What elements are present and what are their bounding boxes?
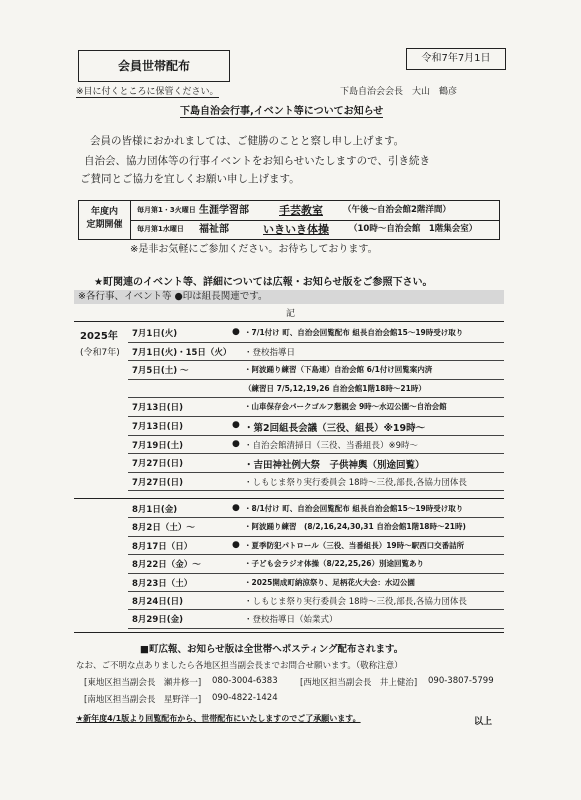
contact-south-area: [南地区担当副会長 星野洋一] xyxy=(84,695,202,705)
event-date: 7月1日(火) xyxy=(132,329,178,339)
row-divider xyxy=(128,472,504,473)
row-divider xyxy=(128,628,504,629)
event-text: ・自治会館清掃日（三役、当番組長）※9時～ xyxy=(244,440,419,451)
legend-bar: ※各行事、イベント等 ●印は組長関連です。 xyxy=(74,290,504,304)
regular-activity: 手芸教室 xyxy=(279,204,323,217)
event-text: ・阿波踊り練習 (8/2,16,24,30,31 自治会館1階18時～21時) xyxy=(244,522,466,532)
intro-line-3: ご賛同とご協力を宜しくお願い申し上げます。 xyxy=(80,173,300,185)
regular-detail: （10時～自治会館 1階集会室） xyxy=(349,224,478,234)
document-title-box: 会員世帯配布 xyxy=(78,50,230,82)
notice-heading: 下島自治会行事,イベント等についてお知らせ xyxy=(180,102,383,118)
regular-dept: 生涯学習部 xyxy=(199,205,249,216)
event-text: ・8/1付け 町、自治会回覧配布 組長自治会館15～19時受け取り xyxy=(244,504,464,513)
issue-date: 令和7年7月1日 xyxy=(406,48,506,70)
event-text: ・登校指導日 xyxy=(244,347,296,358)
regular-dept: 福祉部 xyxy=(199,224,229,235)
leader-mark-icon: ● xyxy=(232,438,240,449)
event-text: ・夏季防犯パトロール（三役、当番組長）19時～駅西口交番詰所 xyxy=(244,540,465,550)
event-date: 7月5日(土) ～ xyxy=(132,366,189,377)
event-date: 8月17日（日） xyxy=(132,541,193,552)
row-divider xyxy=(128,360,504,361)
event-text: （練習日 7/5,12,19,26 自治会館1階18時～21時） xyxy=(244,383,426,393)
event-date: 7月13日(日) xyxy=(132,422,184,432)
event-date: 7月19日(土) xyxy=(132,440,184,451)
regular-schedule-label xyxy=(79,201,131,239)
event-date: 7月1日(火)・15日（火） xyxy=(132,347,232,358)
event-text: ・しもじま祭り実行委員会 18時～三役,部長,各協力団体長 xyxy=(244,477,467,488)
event-text: ・吉田神社例大祭 子供神輿（別途回覧） xyxy=(244,460,425,472)
row-divider xyxy=(128,435,504,436)
intro-line-1: 会員の皆様におかれましては、ご健勝のことと察し申し上げます。 xyxy=(90,135,405,147)
event-date: 8月1日(金) xyxy=(132,505,178,515)
event-date: 8月23日（土） xyxy=(132,578,193,589)
town-events-note: ★町関連のイベント等、詳細については広報・お知らせ版をご参照下さい。 xyxy=(94,277,433,288)
row-divider xyxy=(128,591,504,592)
welcome-note: ※是非お気軽にご参加ください。お待ちしております。 xyxy=(130,244,378,255)
event-date: 8月2日（土）～ xyxy=(132,523,195,534)
storage-notice: ※目に付くところに保管ください。 xyxy=(76,84,219,98)
divider xyxy=(74,498,504,499)
year-label: 2025年 xyxy=(80,331,118,342)
posting-note: ■町広報、お知らせ版は全世帯へポスティング配布されます。 xyxy=(140,644,404,655)
leader-mark-icon: ● xyxy=(232,420,240,430)
event-date: 8月29日(金) xyxy=(132,615,184,626)
row-divider xyxy=(128,342,504,343)
event-date: 7月13日(日) xyxy=(132,403,184,414)
row-divider xyxy=(128,517,504,518)
row-divider xyxy=(128,416,504,417)
divider xyxy=(74,321,504,322)
event-text: ・山車保存会パークゴルフ懇親会 9時～水辺公園～自治会館 xyxy=(244,402,447,412)
closing-word: 以上 xyxy=(474,717,493,727)
leader-mark-icon: ● xyxy=(232,327,240,337)
author-line: 下島自治会会長 大山 鶴彦 xyxy=(340,87,458,97)
intro-line-2: 自治会、協力団体等の行事イベントをお知らせいたしますので、引き続き xyxy=(84,155,430,167)
regular-detail: （午後～自治会館2階洋間） xyxy=(343,205,451,215)
row-divider xyxy=(128,573,504,574)
event-text: ・2025開成町納涼祭り、足柄花火大会：水辺公園 xyxy=(244,577,415,587)
event-text: ・阿波踊り練習（下島連）自治会館 6/1付け回覧案内済 xyxy=(244,365,433,375)
row-divider xyxy=(128,536,504,537)
event-text: ・7/1付け 町、自治会回覧配布 組長自治会館15～19時受け取り xyxy=(244,328,464,337)
label-line-2: 定期開催 xyxy=(86,220,123,230)
leader-mark-icon: ● xyxy=(232,503,240,513)
contact-south-phone: 090-4822-1424 xyxy=(212,693,278,703)
event-date: 8月22日（金）～ xyxy=(132,560,201,571)
event-text: ・登校指導日（始業式） xyxy=(244,615,338,626)
regular-schedule-box xyxy=(78,200,500,240)
regular-activity: いきいき体操 xyxy=(263,223,329,236)
regular-day: 毎月第1・3火曜日 xyxy=(137,206,196,214)
contact-east-area: [東地区担当副会長 瀬井修一] xyxy=(84,678,202,688)
contact-west-area: [西地区担当副会長 井上健治] xyxy=(300,678,418,688)
event-text: ・しもじま祭り実行委員会 18時～三役,部長,各協力団体長 xyxy=(244,597,467,607)
row-divider xyxy=(128,554,504,555)
event-text: ・子ども会ラジオ体操（8/22,25,26）別途回覧あり xyxy=(244,559,424,569)
regular-row-exercise xyxy=(131,220,499,239)
contact-east-phone: 080-3004-6383 xyxy=(212,676,278,686)
inquiry-note: なお、ご不明な点ありましたら各地区担当副会長までお問合せ願います。（敬称注意） xyxy=(76,661,403,671)
label-line-1: 年度内 xyxy=(90,207,118,217)
divider xyxy=(74,632,504,633)
era-year-label: (令和7年) xyxy=(80,348,120,358)
event-text: ・第2回組長会議（三役、組長）※19時～ xyxy=(244,423,426,434)
contact-west-phone: 090-3807-5799 xyxy=(428,676,494,686)
event-date: 7月27日(日) xyxy=(132,459,184,470)
regular-row-sewing xyxy=(131,201,499,221)
row-divider xyxy=(128,609,504,610)
event-date: 8月24日(日) xyxy=(132,597,184,607)
ki-heading: 記 xyxy=(286,309,296,319)
row-divider xyxy=(128,453,504,454)
row-divider xyxy=(128,397,504,398)
distribution-change-note: ★新年度4/1版より回覧配布から、世帯配布にいたしますのでご了承願います。 xyxy=(76,714,361,723)
row-divider xyxy=(128,490,504,491)
leader-mark-icon: ● xyxy=(232,539,240,550)
regular-day: 毎月第1水曜日 xyxy=(137,225,184,233)
event-date: 7月27日(日) xyxy=(132,477,184,488)
row-divider xyxy=(128,379,504,380)
